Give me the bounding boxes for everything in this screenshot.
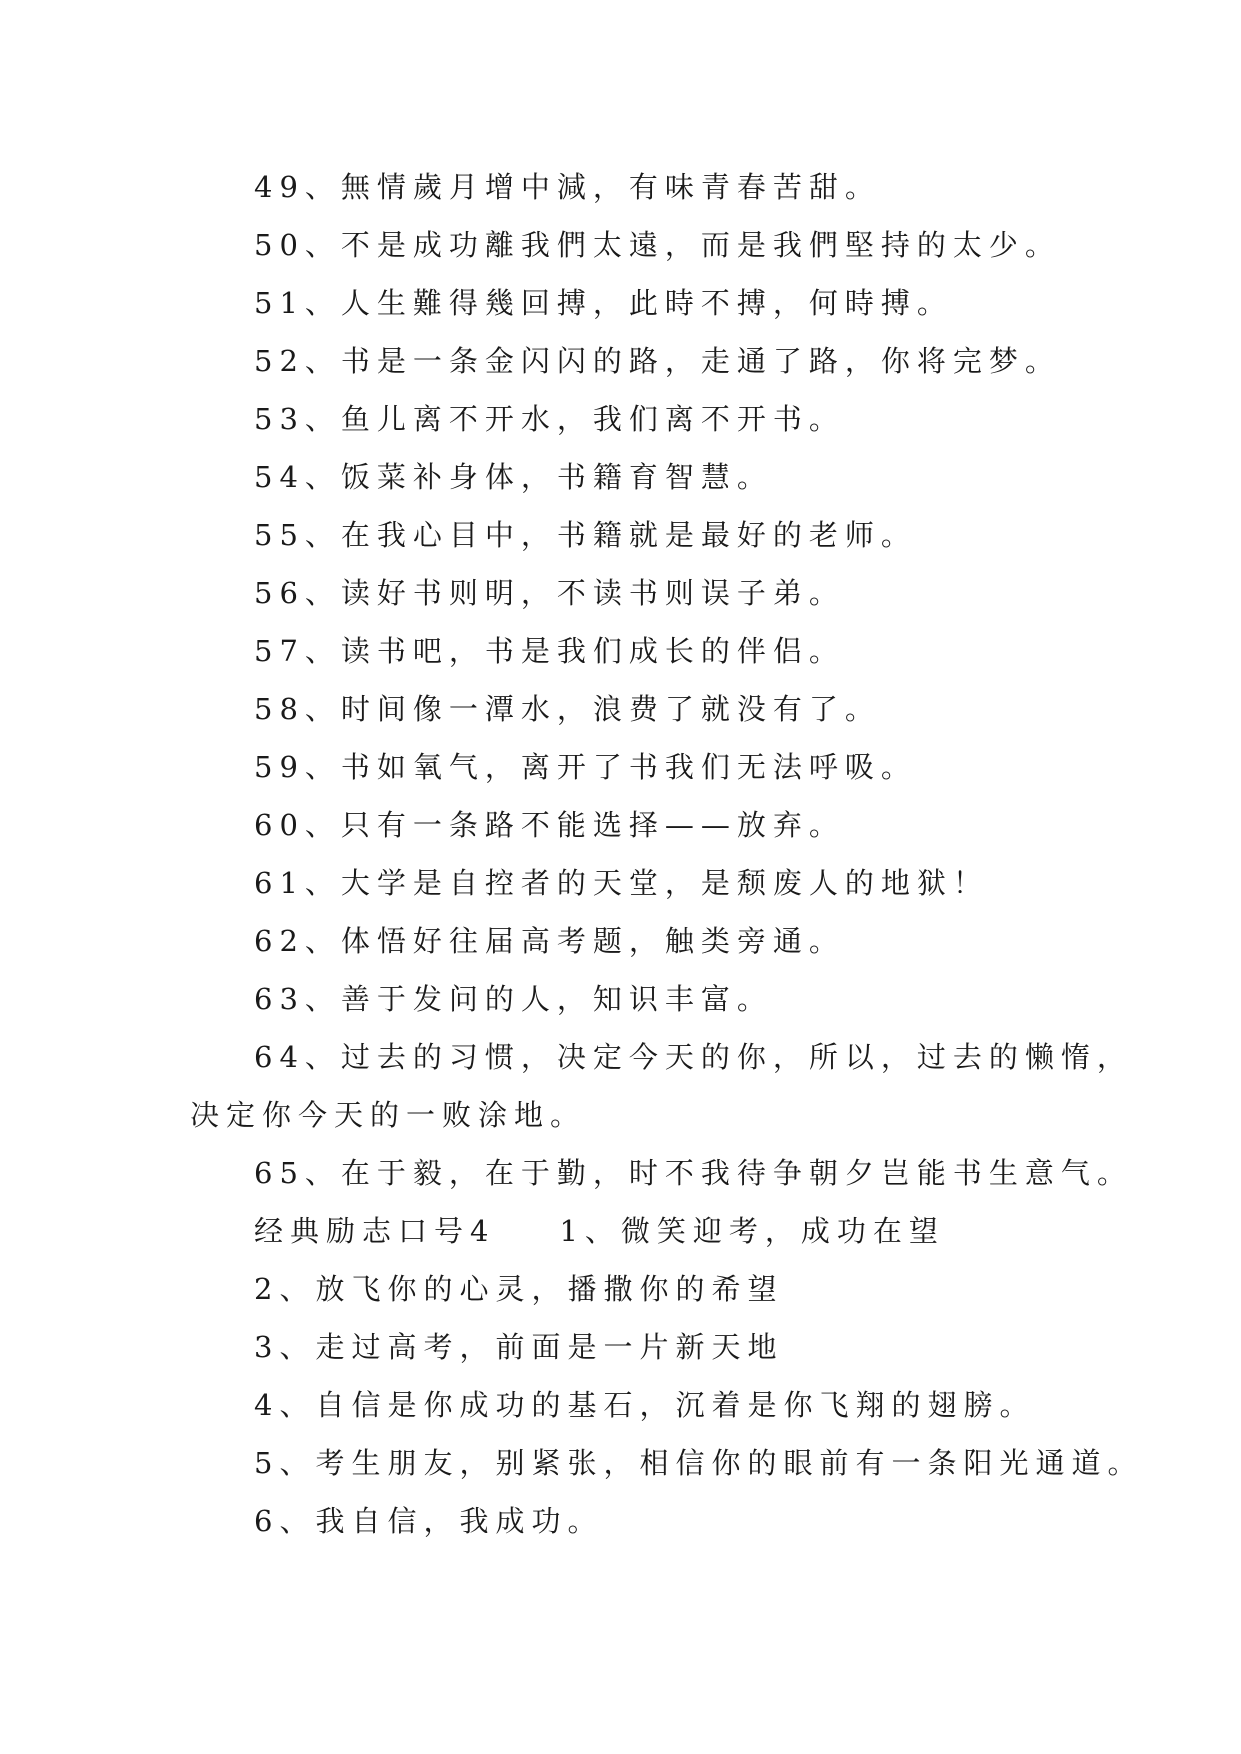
list-item: 5、考生朋友，别紧张，相信你的眼前有一条阳光通道。 xyxy=(254,1446,1144,1480)
list-item: 2、放飞你的心灵，播撒你的希望 xyxy=(254,1272,784,1306)
text-line: 51、人生難得幾回搏，此時不搏，何時搏。 xyxy=(254,286,953,320)
list-item: 4、自信是你成功的基石，沉着是你飞翔的翅膀。 xyxy=(254,1388,1036,1422)
text-line: 65、在于毅，在于勤，时不我待争朝夕岂能书生意气。 xyxy=(254,1156,1133,1190)
text-line: 60、只有一条路不能选择——放弃。 xyxy=(254,808,845,842)
list-item: 6、我自信，我成功。 xyxy=(254,1504,604,1538)
text-line: 58、时间像一潭水，浪费了就没有了。 xyxy=(254,692,881,726)
text-line: 61、大学是自控者的天堂，是颓废人的地狱！ xyxy=(254,866,989,900)
text-line-continuation: 决定你今天的一败涂地。 xyxy=(190,1098,587,1132)
text-line: 49、無情歲月增中減，有味青春苦甜。 xyxy=(254,170,881,204)
text-line: 50、不是成功離我們太遠，而是我們堅持的太少。 xyxy=(254,228,1061,262)
list-item: 3、走过高考，前面是一片新天地 xyxy=(254,1330,784,1364)
section-first-item: 1、微笑迎考，成功在望 xyxy=(559,1214,945,1248)
text-line: 57、读书吧，书是我们成长的伴侣。 xyxy=(254,634,845,668)
text-line: 56、读好书则明，不读书则误子弟。 xyxy=(254,576,845,610)
text-line: 53、鱼儿离不开水，我们离不开书。 xyxy=(254,402,845,436)
text-line: 52、书是一条金闪闪的路，走通了路，你将完梦。 xyxy=(254,344,1061,378)
document-body xyxy=(190,158,1144,1550)
section-heading: 经典励志口号4 xyxy=(254,1214,496,1248)
text-line: 62、体悟好往届高考题，触类旁通。 xyxy=(254,924,845,958)
text-line: 64、过去的习惯，决定今天的你，所以，过去的懒惰， xyxy=(254,1040,1133,1074)
section-heading-line xyxy=(190,1202,1090,1260)
text-line: 54、饭菜补身体，书籍育智慧。 xyxy=(254,460,773,494)
text-line: 59、书如氧气，离开了书我们无法呼吸。 xyxy=(254,750,917,784)
text-line: 55、在我心目中，书籍就是最好的老师。 xyxy=(254,518,917,552)
text-line: 63、善于发问的人，知识丰富。 xyxy=(254,982,773,1016)
